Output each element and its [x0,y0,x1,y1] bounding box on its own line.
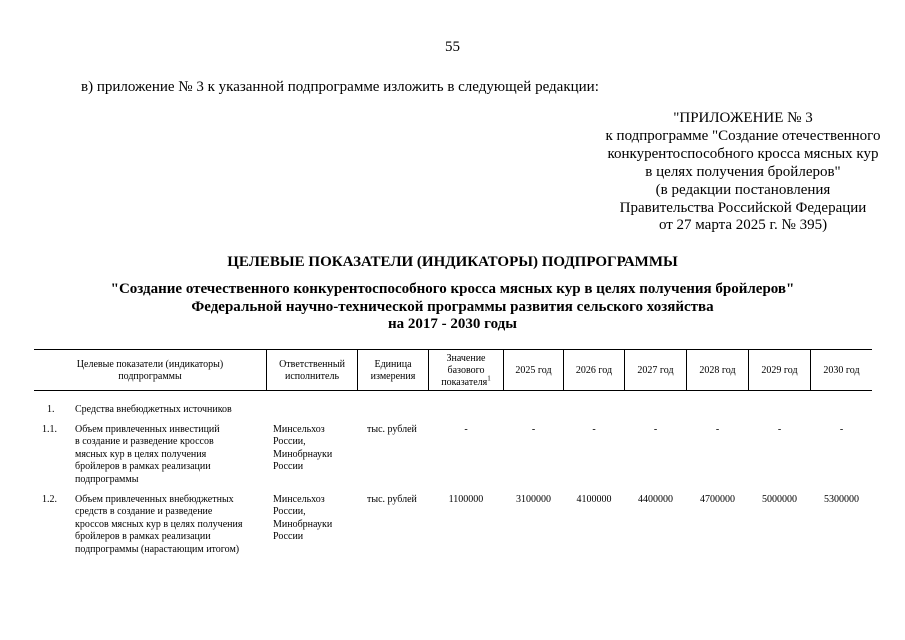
row-number: 1. [47,404,55,415]
header-2027: 2027 год [637,365,674,376]
value-2030: - [839,424,844,435]
value-2027: - [653,424,658,435]
value-2030: 5300000 [824,494,859,505]
header-2028: 2028 год [699,365,736,376]
row-name: Объем привлеченных инвестиций в создание и разведение кроссов мясных кур в целях получения бройлеров в рамках реализации подпрограммы [75,424,220,485]
table-header-rule [34,390,872,391]
header-2030: 2030 год [823,365,860,376]
header-executor: Ответственный исполнитель [279,359,345,382]
appendix-line: к подпрограмме "Создание отечественного [605,127,881,144]
row-number: 1.1. [42,424,57,435]
appendix-line: "ПРИЛОЖЕНИЕ № 3 [673,110,813,126]
appendix-line: Правительства Российской Федерации [619,199,867,216]
appendix-line: конкурентоспособного кросса мясных кур [607,145,879,162]
subtitle-line: на 2017 - 2030 годы [388,316,517,332]
appendix-header [560,110,905,235]
row-executor: Минсельхоз России, Минобрнауки России [273,424,333,473]
value-base: 1100000 [448,494,484,505]
value-2026: - [592,424,596,435]
header-2025: 2025 год [515,365,552,376]
value-2025: 3100000 [516,494,551,505]
appendix-line: от 27 марта 2025 г. № 395) [658,217,828,234]
subtitle-line: "Создание отечественного конкурентоспособного кросса мясных кур в целях получения бройлеров" [110,281,795,297]
page-number: 55 [445,39,460,55]
header-base-value: Значение базового показателя$^1$ [441,353,491,388]
value-2028: - [715,424,720,435]
header-2029: 2029 год [761,365,798,376]
value-2029: 5000000 [762,494,797,505]
value-2028: 4700000 [700,494,735,505]
row-unit: тыс. рублей [367,494,417,505]
appendix-line: (в редакции постановления [655,181,831,198]
subtitle-line: Федеральной научно-технической программы развития сельского хозяйства [191,298,714,315]
row-number: 1.2. [42,494,57,505]
value-base: - [464,424,468,435]
value-2025: - [531,424,536,435]
table-top-rule [34,349,872,350]
header-2026: 2026 год [575,365,613,376]
header-unit: Единица измерения [370,359,416,382]
value-2029: - [777,424,782,435]
footnote-mark: 1 [487,374,491,383]
document-subtitle [0,281,905,334]
value-2027: 4400000 [638,494,673,505]
row-executor: Минсельхоз России, Минобрнауки России [273,494,333,543]
row-name: Объем привлеченных внебюджетных средств в создание и разведение кроссов мясных кур в целях получения бройлеров в рамках реализации подпрограммы (нарастающим итогом) [75,494,243,555]
row-name: Средства внебюджетных источников [75,404,232,415]
row-unit: тыс. рублей [367,424,417,435]
header-indicator: Целевые показатели (индикаторы) подпрограммы [76,359,224,382]
intro-text: в) приложение № 3 к указанной подпрограмме изложить в следующей редакции: [81,79,599,95]
document-title: ЦЕЛЕВЫЕ ПОКАЗАТЕЛИ (ИНДИКАТОРЫ) ПОДПРОГРАММЫ [227,254,678,270]
appendix-line: в целях получения бройлеров" [645,163,841,180]
value-2026: 4100000 [576,494,612,505]
